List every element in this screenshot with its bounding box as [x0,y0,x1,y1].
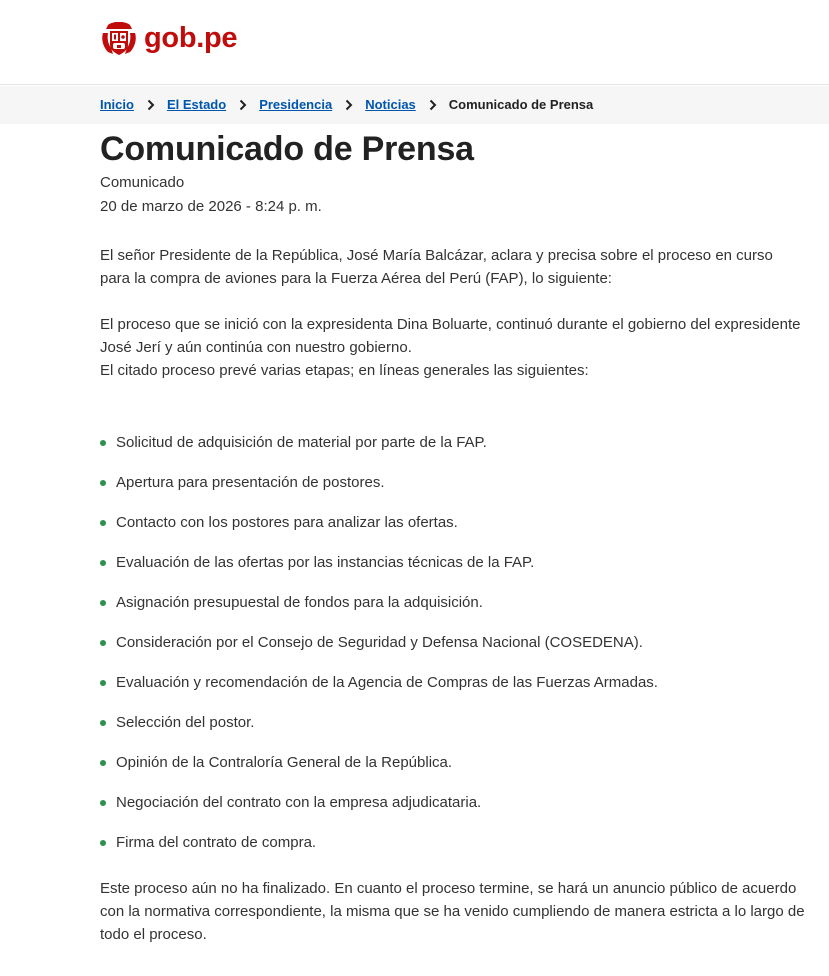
bullet-dot-icon [100,800,106,806]
article-category: Comunicado [100,174,185,191]
list-item [100,791,805,831]
list-item [100,431,805,471]
breadcrumb [0,86,829,124]
article [100,128,805,946]
bullet-dot-icon [100,760,106,766]
chevron-right-icon [429,99,437,111]
bullet-dot-icon [100,640,106,646]
list-item [100,591,805,631]
bullet-dot-icon [100,840,106,846]
list-item [100,671,805,711]
chevron-right-icon [239,99,247,111]
bullet-dot-icon [100,480,106,486]
list-item-text: Negociación del contrato con la empresa adjudicataria. [116,794,482,811]
gob-pe-logo[interactable] [100,18,237,58]
chevron-right-icon [345,99,353,111]
bullet-dot-icon [100,680,106,686]
list-item [100,711,805,751]
list-item [100,551,805,591]
bullet-dot-icon [100,720,106,726]
article-paragraph: El citado proceso prevé varias etapas; en líneas generales las siguientes: [100,362,589,379]
breadcrumb-link-el-estado[interactable]: El Estado [166,97,227,112]
list-item-text: Asignación presupuestal de fondos para la adquisición. [116,594,483,611]
process-steps-list [100,431,805,871]
bullet-dot-icon [100,520,106,526]
article-intro: El señor Presidente de la República, José María Balcázar, aclara y precisa sobre el proceso en curso para la compra de aviones para la Fuerza Aérea del Perú (FAP), lo siguiente: [100,247,773,287]
breadcrumb-link-noticias[interactable]: Noticias [365,97,416,112]
bullet-dot-icon [100,440,106,446]
breadcrumb-current: Comunicado de Prensa [448,97,594,112]
logo-text: gob.pe [144,21,238,54]
list-item-text: Consideración por el Consejo de Seguridad y Defensa Nacional (COSEDENA). [116,634,643,651]
list-item-text: Apertura para presentación de postores. [116,474,385,491]
breadcrumb-link-presidencia[interactable]: Presidencia [259,97,333,112]
list-item [100,831,805,871]
article-closing: Este proceso aún no ha finalizado. En cuanto el proceso termine, se hará un anuncio público de acuerdo con la normativa correspondiente, la misma que se ha venido cumpliendo de manera estricta a lo largo de todo el proceso. [100,880,805,943]
list-item-text: Firma del contrato de compra. [116,834,317,851]
list-item-text: Evaluación de las ofertas por las instancias técnicas de la FAP. [116,554,535,571]
peru-coat-of-arms-icon [100,19,138,57]
list-item-text: Evaluación y recomendación de la Agencia de Compras de las Fuerzas Armadas. [116,674,658,691]
site-header [0,0,829,85]
article-date: 20 de marzo de 2026 - 8:24 p. m. [100,198,322,215]
list-item [100,631,805,671]
chevron-right-icon [147,99,155,111]
list-item [100,751,805,791]
list-item-text: Solicitud de adquisición de material por parte de la FAP. [116,434,487,451]
bullet-dot-icon [100,600,106,606]
article-paragraph: El proceso que se inició con la expresidenta Dina Boluarte, continuó durante el gobierno del expresidente José Jerí y aún continúa con nuestro gobierno. [100,316,801,356]
list-item-text: Opinión de la Contraloría General de la República. [116,754,453,771]
list-item-text: Selección del postor. [116,714,255,731]
breadcrumb-link-inicio[interactable]: Inicio [100,97,134,112]
list-item-text: Contacto con los postores para analizar las ofertas. [116,514,458,531]
page-title: Comunicado de Prensa [100,130,474,168]
list-item [100,471,805,511]
bullet-dot-icon [100,560,106,566]
list-item [100,511,805,551]
